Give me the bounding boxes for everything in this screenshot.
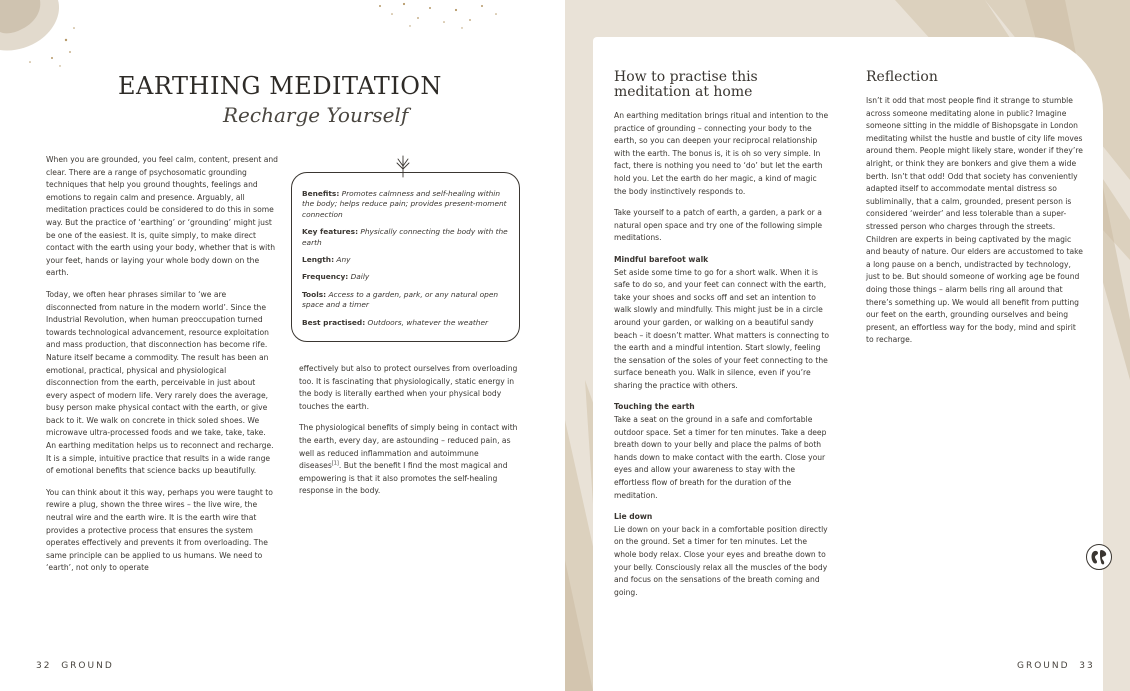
body-paragraph: An earthing meditation brings ritual and intention to the practice of grounding – connecting your body to the earth, so you can deepen your reciprocal relationship with the earth. The bonus is, it is oh so very simple. In fact, there is nothing you need to ‘do’ but let the earth hold you. Let the earth do her magic, a kind of magic the body instinctively responds to. bbox=[614, 111, 829, 196]
watercolor-splash-decoration bbox=[0, 0, 80, 80]
method-text: Set aside some time to go for a short walk. When it is safe to do so, and your feet can connect with the earth, take your shoes and socks off and set an intention to walk slowly and mindfully. This might just be in a circle around your garden, or walking on a beautiful sandy beach – it doesn’t matter. What matters is connecting to the earth and a mindful intention. Start slowly, feeling the sensation of the soles of your feet connecting to the surface beneath you. Walk in silence, even if you’re sharing the practice with others. bbox=[614, 267, 829, 390]
method-section bbox=[614, 511, 830, 599]
gold-dots-decoration bbox=[360, 0, 520, 32]
page-number: 32 bbox=[36, 661, 52, 671]
body-paragraph: Take yourself to a patch of earth, a garden, a park or a natural open space and try one of the following simple meditations. bbox=[614, 208, 823, 243]
info-row-key-features: Key features: Physically connecting the body with the earth bbox=[302, 227, 508, 247]
body-column-left bbox=[46, 154, 278, 584]
info-row-best-practised: Best practised: Outdoors, whatever the weather bbox=[302, 317, 489, 327]
how-to-column bbox=[614, 70, 830, 608]
method-text: Lie down on your back in a comfortable position directly on the ground. Set a timer for ten minutes. Let the whole body relax. Close your eyes and breathe down to your belly. Consciously relax all the muscles of the body and focus on the sensations of the breath coming and going. bbox=[614, 524, 828, 597]
section-name: GROUND bbox=[61, 661, 114, 671]
method-title: Lie down bbox=[614, 512, 653, 522]
body-paragraph: When you are grounded, you feel calm, content, present and clear. There are a range of psychosomatic grounding techniques that help you ground thoughts, feelings and emotions to regain calm and presence. Arguably, all meditation practices could be considered to do this in some way. But the practice of ‘earthing’ or ‘grounding’ might just be one of the easiest. It is, quite simply, to make direct contact with the earth using your body, whether that is with your feet, hands or laying your whole body down on the earth. bbox=[46, 155, 279, 278]
info-row-length: Length: Any bbox=[302, 255, 351, 265]
method-text: Take a seat on the ground in a safe and comfortable outdoor space. Set a timer for ten minutes. Take a deep breath down to your belly and place the palms of both hands down to make contact with the earth. Close your eyes and allow your awareness to stay with the effortless flow of breath for the duration of the meditation. bbox=[614, 415, 827, 500]
how-to-heading: How to practise this meditation at home bbox=[614, 69, 758, 100]
body-paragraph: The physiological benefits of simply being in contact with the earth, every day, are astounding – reduced pain, as well as reduced inflammation and autoimmune diseases[1]. But the benefit I find the most magical and empowering is that it also promotes the self-healing response in the body. bbox=[299, 423, 518, 496]
globe-icon bbox=[1085, 543, 1113, 571]
folio-left bbox=[36, 661, 114, 671]
method-title: Touching the earth bbox=[614, 402, 695, 412]
body-paragraph: You can think about it this way, perhaps you were taught to rewire a plug, shown the three wires – the live wire, the neutral wire and the earth wire. It is the earth wire that provides a protective process that ensures the system operates effectively and prevents it from overloading. The same principle can be applied to us humans. We need to ‘earth’, not only to operate bbox=[46, 487, 273, 573]
page-title: EARTHING MEDITATION bbox=[118, 72, 442, 100]
body-paragraph: Today, we often hear phrases similar to ‘we are disconnected from nature in the modern world’. Since the Industrial Revolution, when human preoccupation turned towards technological advancement, resource exploitation and mass production, that disconnection has become rife. Nature itself became a commodity. The result has been an emotional, practical, physical and physiological disconnection from the earth, perceivable in just about every aspect of modern life. Very rarely does the average, busy person make physical contact with the earth, or give back to it. We walk on concrete in thick soled shoes. We microwave ultra-processed foods and we take, take, take. An earthing meditation helps us to reconnect and recharge. It is a simple, intuitive practice that results in a wide range of emotional benefits that science backs up beautifully. bbox=[46, 289, 274, 476]
section-name: GROUND bbox=[1017, 661, 1070, 671]
folio-right bbox=[1017, 661, 1095, 671]
reflection-text: Isn’t it odd that most people find it strange to stumble across someone meditating alone in public? Imagine someone sitting in the middle of Bishopsgate in London meditating whilst the hustle and bustle of city life moves around them. People might likely stare, wonder if they’re alright, or think they are bonkers and give them a wide berth. Isn’t that odd! Odd that society has conveniently adapted itself to accommodate mental distress so subliminally, that a calm, grounded, present person is considered ‘weirder’ and less tolerable than a super-stressed person who charges through the streets. Children are experts in being captivated by the magic and beauty of nature. Our elders are accustomed to take a long pause on a bench, undistracted by technology, just to be. But should someone of working age be found doing those things – alarm bells ring all around that there’s something up. We would all benefit from putting our feet on the earth, grounding ourselves and being present, an effortless way for the body, mind and spirit to recharge. bbox=[866, 96, 1083, 345]
page-subtitle: Recharge Yourself bbox=[223, 103, 409, 127]
reflection-column bbox=[866, 70, 1084, 356]
info-row-tools: Tools: Access to a garden, park, or any natural open space and a timer bbox=[302, 289, 499, 310]
page-number: 33 bbox=[1079, 661, 1095, 671]
info-row-benefits: Benefits: Promotes calmness and self-healing within the body; helps reduce pain; provides present-moment connection bbox=[302, 189, 507, 219]
method-section bbox=[614, 401, 830, 502]
info-row-frequency: Frequency: Daily bbox=[302, 272, 370, 282]
body-column-middle bbox=[299, 363, 521, 507]
method-section bbox=[614, 254, 830, 393]
method-title: Mindful barefoot walk bbox=[614, 254, 709, 264]
footnote-marker: [1] bbox=[331, 460, 339, 467]
reflection-heading: Reflection bbox=[866, 69, 938, 85]
body-paragraph: effectively but also to protect ourselves from overloading too. It is fascinating that physiologically, static energy in the body is literally earthed when your physical body touches the earth. bbox=[299, 364, 518, 411]
meditation-info-box bbox=[291, 172, 520, 342]
